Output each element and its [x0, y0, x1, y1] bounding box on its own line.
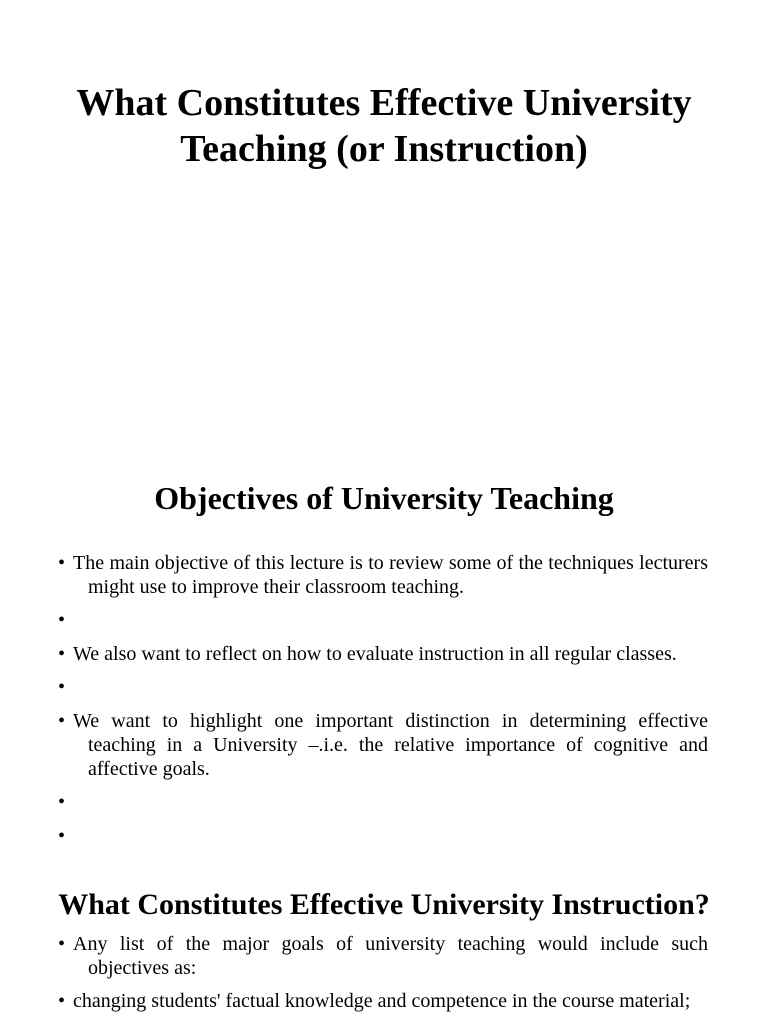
- bullet-item: [58, 989, 708, 1013]
- bullet-icon: •: [58, 791, 66, 813]
- section-heading-objectives: Objectives of University Teaching: [154, 480, 614, 516]
- bullet-icon: •: [58, 710, 66, 732]
- bullet-icon: •: [58, 825, 66, 847]
- bullet-item: [58, 642, 708, 666]
- bullet-icon: •: [58, 933, 66, 955]
- bullet-item-empty: [58, 790, 708, 814]
- bullet-text: The main objective of this lecture is to review some of the techniques lecturers might use to improve their classroom teaching.: [73, 552, 708, 598]
- bullet-text: changing students' factual knowledge and competence in the course material;: [73, 990, 691, 1012]
- bullet-icon: •: [58, 609, 66, 631]
- bullet-text: [88, 790, 708, 814]
- bullet-icon: •: [58, 990, 66, 1012]
- bullet-icon: •: [58, 552, 66, 574]
- instruction-goals-bullet-list: [58, 932, 708, 1013]
- bullet-text: We also want to reflect on how to evaluate instruction in all regular classes.: [73, 643, 677, 665]
- bullet-text: [88, 824, 708, 848]
- bullet-icon: •: [58, 643, 66, 665]
- bullet-item-empty: [58, 608, 708, 632]
- bullet-item-empty: [58, 675, 708, 699]
- bullet-item: [58, 932, 708, 980]
- document-title: What Constitutes Effective University Teaching (or Instruction): [76, 82, 692, 170]
- bullet-text: [88, 675, 708, 699]
- bullet-text: Any list of the major goals of university teaching would include such objectives as:: [73, 933, 708, 979]
- bullet-icon: •: [58, 676, 66, 698]
- bullet-item: [58, 551, 708, 599]
- bullet-item-empty: [58, 824, 708, 848]
- bullet-text: [88, 608, 708, 632]
- objectives-bullet-list: [58, 551, 708, 848]
- bullet-item: [58, 709, 708, 781]
- bullet-text: We want to highlight one important distinction in determining effective teaching in a University –.i.e. the relative importance of cognitive and affective goals.: [73, 710, 708, 780]
- section-heading-effective-instruction: What Constitutes Effective University Instruction?: [58, 888, 710, 921]
